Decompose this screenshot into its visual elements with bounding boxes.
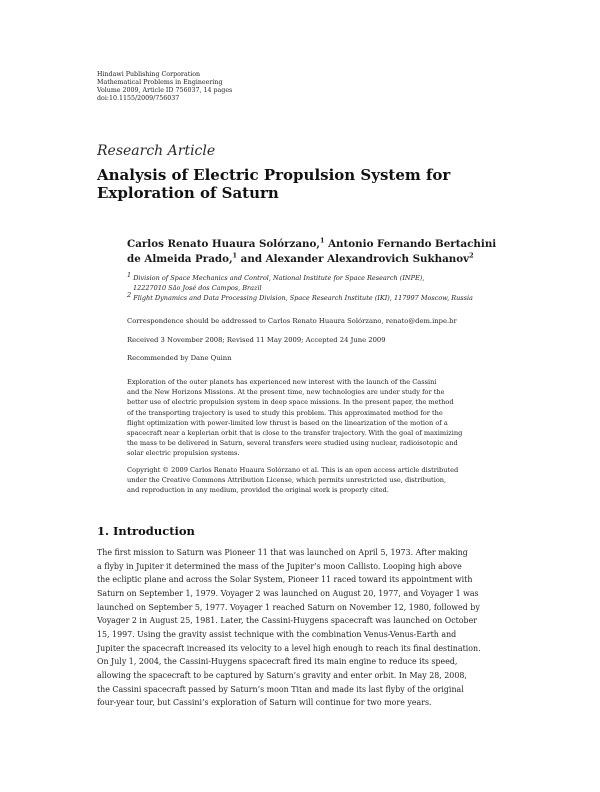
copyright-notice	[127, 465, 503, 496]
abstract-line: solar electric propulsion systems.	[127, 449, 240, 458]
paper-title	[97, 166, 497, 202]
section-heading: 1. Introduction	[97, 524, 195, 538]
copyright-line: under the Creative Commons Attribution License, which permits unrestricted use, distribution,	[127, 476, 447, 485]
doi-line: doi:10.1155/2009/756037	[97, 94, 180, 102]
author-name: de Almeida Prado,	[127, 253, 233, 265]
affiliation-text: 12227010 São José dos Campos, Brazil	[133, 283, 262, 292]
affiliation-text: Flight Dynamics and Data Processing Division, Space Research Institute (IKI), 117997 Moscow, Russia	[133, 294, 473, 302]
author-name: Carlos Renato Huaura Solórzano,	[127, 238, 320, 250]
affiliation-marker: 1	[232, 251, 238, 260]
correspondence: Correspondence should be addressed to Carlos Renato Huaura Solórzano, renato@dem.inpe.br	[127, 317, 457, 325]
body-line: launched on September 5, 1977. Voyager 1 reached Saturn on November 12, 1980, followed by	[97, 602, 480, 612]
affiliation-number: 1	[127, 270, 132, 279]
abstract-line: spacecraft near a keplerian orbit that is close to the transfer trajectory. With the goal of maximizing	[127, 429, 463, 438]
abstract-line: of the transporting trajectory is used to study this problem. This approximated method for the	[127, 408, 443, 417]
abstract-line: and the New Horizons Missions. At the present time, new technologies are under study for the	[127, 388, 445, 397]
affiliation-number: 2	[127, 290, 132, 299]
body-line: The first mission to Saturn was Pioneer 11 that was launched on April 5, 1973. After making	[97, 548, 468, 557]
affiliation-1	[127, 270, 507, 293]
body-line: On July 1, 2004, the Cassini-Huygens spacecraft fired its main engine to reduce its speed,	[97, 657, 458, 667]
body-line: Saturn on September 1, 1979. Voyager 2 was launched on August 20, 1977, and Voyager 1 was	[97, 588, 479, 598]
abstract-line: the mass to be delivered in Saturn, several transfers were studied using nuclear, radioisotopic and	[127, 439, 458, 448]
title-line: Analysis of Electric Propulsion System for	[97, 166, 451, 184]
body-line: a flyby in Jupiter it determined the mass of the Jupiter’s moon Callisto. Looping high above	[97, 561, 462, 571]
author-line	[127, 252, 507, 267]
body-line: four-year tour, but Cassini’s exploration of Saturn will continue for two more years.	[97, 698, 432, 708]
introduction-paragraph	[97, 546, 505, 710]
article-type: Research Article	[97, 143, 216, 159]
body-line: the ecliptic plane and across the Solar System, Pioneer 11 raced toward its appointment with	[97, 575, 473, 585]
abstract-line: Exploration of the outer planets has experienced new interest with the launch of the Cassini	[127, 378, 437, 386]
abstract	[127, 377, 503, 459]
recommended-by: Recommended by Dane Quinn	[127, 354, 232, 362]
author-name: and Alexander Alexandrovich Sukhanov	[237, 253, 470, 265]
abstract-line: flight optimization with power-limited low thrust is based on the linearization of the motion of a	[127, 418, 448, 427]
author-line	[127, 237, 507, 252]
body-line: Voyager 2 in August 25, 1981. Later, the Cassini-Huygens spacecraft was launched on October	[97, 616, 478, 626]
body-line: 15, 1997. Using the gravity assist technique with the combination Venus-Venus-Earth and	[97, 629, 457, 639]
journal-header	[97, 71, 232, 103]
journal-line: Mathematical Problems in Engineering	[97, 78, 223, 86]
publisher-line: Hindawi Publishing Corporation	[97, 71, 201, 78]
copyright-line: and reproduction in any medium, provided the original work is properly cited.	[127, 486, 389, 495]
body-line: Jupiter the spacecraft increased its velocity to a level high enough to reach its final destination.	[97, 643, 481, 653]
abstract-line: better use of electric propulsion system in deep space missions. In the present paper, the method	[127, 398, 454, 407]
author-name: Antonio Fernando Bertachini	[324, 238, 497, 250]
copyright-line: Copyright © 2009 Carlos Renato Huaura Solórzano et al. This is an open access article distributed	[127, 466, 459, 474]
affiliation-2	[127, 290, 507, 304]
body-line: the Cassini spacecraft passed by Saturn’s moon Titan and made its last flyby of the original	[97, 684, 464, 694]
title-line: Exploration of Saturn	[97, 184, 279, 202]
received-dates: Received 3 November 2008; Revised 11 May 2009; Accepted 24 June 2009	[127, 336, 386, 344]
affiliation-marker: 1	[319, 236, 325, 245]
volume-line: Volume 2009, Article ID 756037, 14 pages	[97, 86, 233, 94]
affiliation-text: Division of Space Mechanics and Control, National Institute for Space Research (INPE),	[133, 274, 425, 282]
affiliation-marker: 2	[469, 251, 474, 260]
body-line: allowing the spacecraft to be captured by Saturn’s gravity and enter orbit. In May 28, 2008,	[97, 670, 467, 680]
author-list	[127, 237, 507, 267]
